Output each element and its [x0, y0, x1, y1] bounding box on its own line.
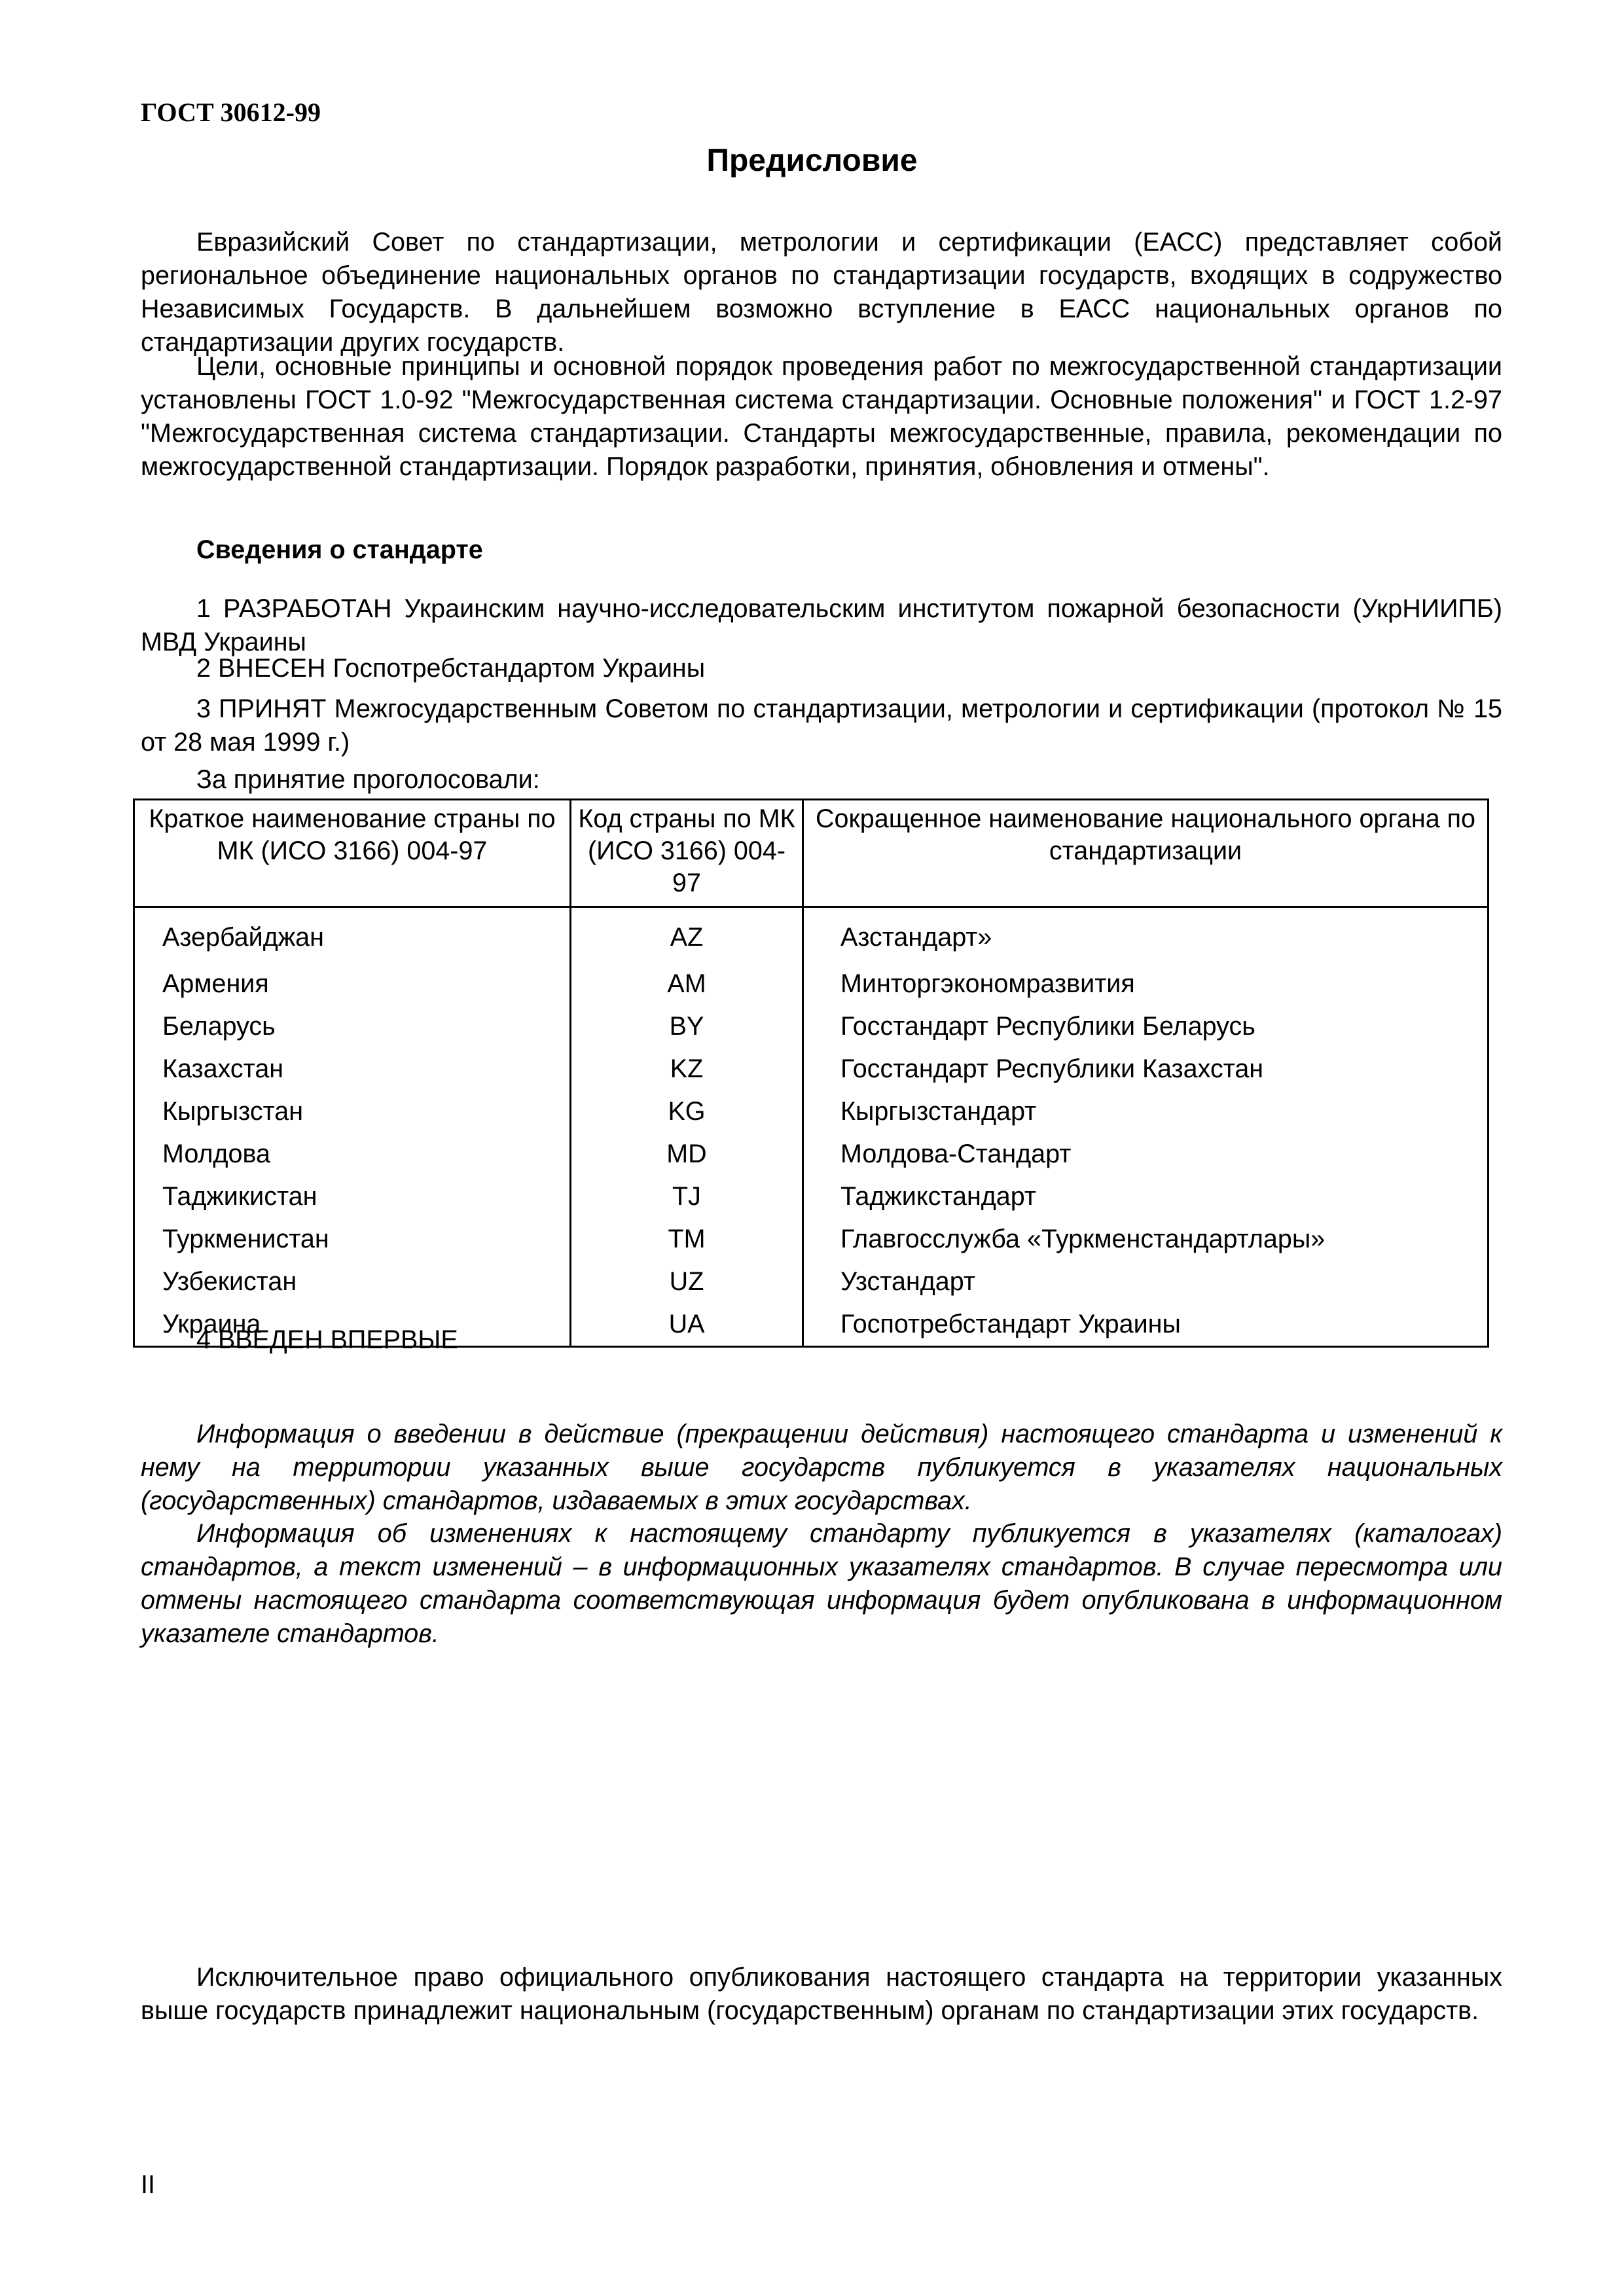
code-cell: KG — [571, 1090, 803, 1133]
code-cell: UA — [571, 1303, 803, 1347]
voting-countries-table — [133, 798, 1489, 1348]
code-cell: TM — [571, 1218, 803, 1261]
table-row — [134, 1090, 1489, 1133]
table-row — [134, 963, 1489, 1005]
body-cell: Госпотребстандарт Украины — [803, 1303, 1489, 1347]
standard-info-heading: Сведения о стандарте — [196, 535, 483, 564]
table-header-row — [134, 800, 1489, 907]
notice-paragraph-1: Информация о введении в действие (прекращении действия) настоящего стандарта и изменений к нему на территории указанных выше государств публикуется в указателях национальных (государственных) стандартов, издаваемых в этих государствах. — [141, 1420, 1502, 1515]
table-row — [134, 1218, 1489, 1261]
body-cell: Госстандарт Республики Беларусь — [803, 1005, 1489, 1048]
code-cell: BY — [571, 1005, 803, 1048]
info-item-accepted: 3 ПРИНЯТ Межгосударственным Советом по стандартизации, метрологии и сертификации (протокол № 15 от 28 мая 1999 г.) — [141, 694, 1502, 757]
voted-label: За принятие проголосовали: — [196, 765, 540, 794]
country-cell: Молдова — [134, 1133, 571, 1175]
code-cell: UZ — [571, 1261, 803, 1303]
column-header-code: Код страны по МК (ИСО 3166) 004-97 — [571, 800, 803, 907]
table-row — [134, 1048, 1489, 1090]
code-cell: AM — [571, 963, 803, 1005]
country-cell: Таджикистан — [134, 1175, 571, 1218]
page-title: Предисловие — [706, 143, 918, 178]
column-header-body: Сокращенное наименование национального органа по стандартизации — [803, 800, 1489, 907]
code-cell: AZ — [571, 907, 803, 963]
page-number: II — [141, 2170, 155, 2199]
country-cell: Украина — [134, 1303, 571, 1347]
preface-paragraph-2: Цели, основные принципы и основной порядок проведения работ по межгосударственной стандартизации установлены ГОСТ 1.0-92 "Межгосударственная система стандартизации. Основные положения" и ГОСТ 1.2-97 "Межгосударственная система стандартизации. Стандарты межгосударственные, правила, рекомендации по межгосударственной стандартизации. Порядок разработки, принятия, обновления и отмены". — [141, 352, 1502, 481]
body-cell: Главгосслужба «Туркменстандартлары» — [803, 1218, 1489, 1261]
body-cell: Азстандарт» — [803, 907, 1489, 963]
country-cell: Казахстан — [134, 1048, 571, 1090]
body-cell: Узстандарт — [803, 1261, 1489, 1303]
notice-paragraph-2: Информация об изменениях к настоящему стандарту публикуется в указателях (каталогах) стандартов, а текст изменений – в информационных указателях стандартов. В случае пересмотра или отмены настоящего стандарта соответствующая информация будет опубликована в информационном указателе стандартов. — [141, 1519, 1502, 1648]
info-item-introduced: 2 ВНЕСЕН Госпотребстандартом Украины — [196, 654, 706, 683]
country-cell: Кыргызстан — [134, 1090, 571, 1133]
body-cell: Молдова-Стандарт — [803, 1133, 1489, 1175]
table-row — [134, 907, 1489, 963]
info-item-first-introduced: 4 ВВЕДЕН ВПЕРВЫЕ — [196, 1325, 458, 1354]
code-cell: KZ — [571, 1048, 803, 1090]
table-row — [134, 1133, 1489, 1175]
body-cell: Госстандарт Республики Казахстан — [803, 1048, 1489, 1090]
country-cell: Азербайджан — [134, 907, 571, 963]
rights-paragraph: Исключительное право официального опубликования настоящего стандарта на территории указанных выше государств принадлежит национальным (государственным) органам по стандартизации этих государств. — [141, 1963, 1502, 2025]
body-cell: Кыргызстандарт — [803, 1090, 1489, 1133]
country-cell: Туркменистан — [134, 1218, 571, 1261]
body-cell: Минторгэкономразвития — [803, 963, 1489, 1005]
standard-header: ГОСТ 30612-99 — [141, 98, 321, 127]
country-cell: Армения — [134, 963, 571, 1005]
country-cell: Беларусь — [134, 1005, 571, 1048]
table-row — [134, 1261, 1489, 1303]
body-cell: Таджикстандарт — [803, 1175, 1489, 1218]
info-item-developed: 1 РАЗРАБОТАН Украинским научно-исследовательским институтом пожарной безопасности (УкрНИИПБ) МВД Украины — [141, 594, 1502, 656]
table-row — [134, 1175, 1489, 1218]
code-cell: MD — [571, 1133, 803, 1175]
table-row — [134, 1005, 1489, 1048]
column-header-country: Краткое наименование страны по МК (ИСО 3166) 004-97 — [134, 800, 571, 907]
preface-paragraph-1: Евразийский Совет по стандартизации, метрологии и сертификации (ЕАСС) представляет собой региональное объединение национальных органов по стандартизации государств, входящих в содружество Независимых Государств. В дальнейшем возможно вступление в ЕАСС национальных органов по стандартизации других государств. — [141, 228, 1502, 357]
country-cell: Узбекистан — [134, 1261, 571, 1303]
code-cell: TJ — [571, 1175, 803, 1218]
